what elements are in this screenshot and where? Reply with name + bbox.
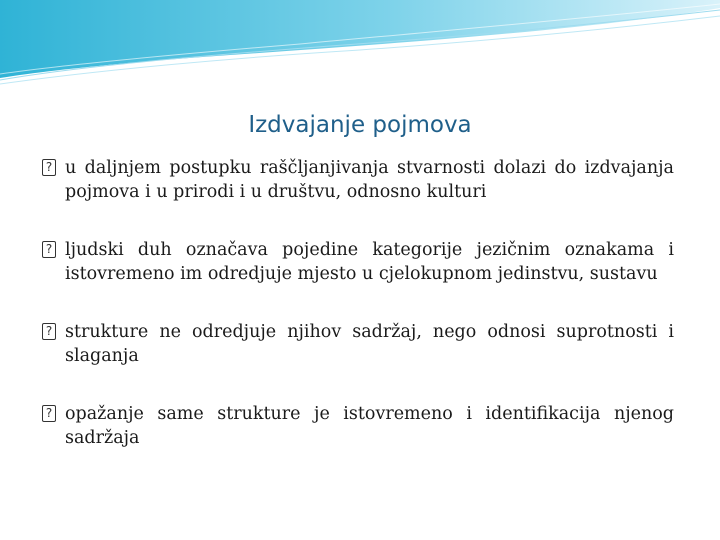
slide-title: Izdvajanje pojmova — [248, 112, 472, 138]
list-item — [42, 238, 674, 286]
missing-glyph-box-icon: ? — [42, 159, 56, 176]
missing-glyph-box-icon: ? — [42, 323, 56, 340]
list-item-text: strukture ne odredjuje njihov sadržaj, nego odnosi suprotnosti i slaganja — [65, 322, 674, 366]
list-item-text: opažanje same strukture je istovremeno i identifikacija njenog sadržaja — [65, 404, 674, 448]
list-item — [42, 156, 674, 204]
bullet-list — [42, 156, 674, 450]
list-item — [42, 320, 674, 368]
list-item-text: u daljnjem postupku raščljanjivanja stvarnosti dolazi do izdvajanja pojmova i u prirodi i u društvu, odnosno kulturi — [65, 158, 674, 202]
missing-glyph-box-icon: ? — [42, 405, 56, 422]
list-item-text: ljudski duh označava pojedine kategorije jezičnim oznakama i istovremeno im odredjuje mjesto u cjelokupnom jedinstvu, sustavu — [65, 240, 674, 284]
header-wave-decoration — [0, 0, 720, 90]
list-item — [42, 402, 674, 450]
missing-glyph-box-icon: ? — [42, 241, 56, 258]
